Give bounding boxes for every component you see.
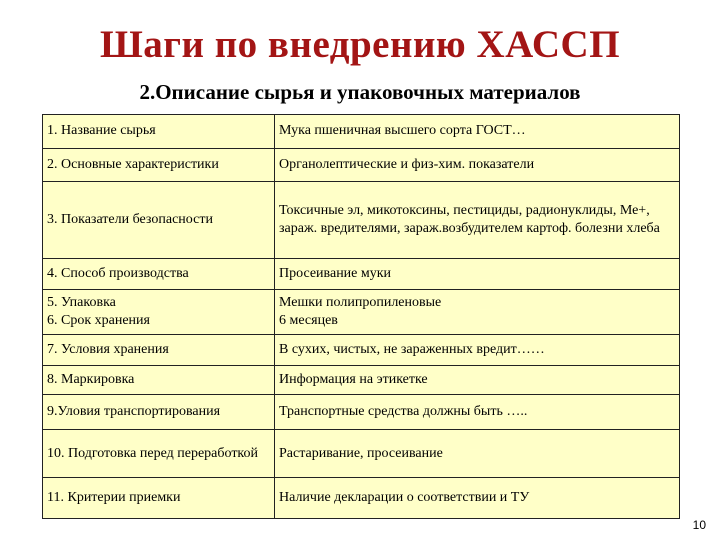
table-row	[43, 394, 680, 430]
table-row	[43, 478, 680, 519]
table-row	[43, 290, 680, 335]
table-row	[43, 430, 680, 478]
row-value: Информация на этикетке	[275, 366, 680, 394]
raw-material-table	[42, 114, 680, 519]
row-label: 10. Подготовка перед переработкой	[43, 430, 275, 478]
table-row	[43, 366, 680, 394]
row-label: 7. Условия хранения	[43, 334, 275, 366]
row-label: 2. Основные характеристики	[43, 148, 275, 182]
row-value: Органолептические и физ-хим. показатели	[275, 148, 680, 182]
slide-subtitle: 2.Описание сырья и упаковочных материалов	[139, 80, 581, 104]
row-label: 6. Срок хранения	[47, 312, 150, 328]
row-value: Просеивание муки	[275, 259, 680, 290]
row-value: Мешки полипропиленовые	[279, 294, 442, 310]
row-label: 9.Уловия транспортирования	[43, 394, 275, 430]
row-value: В сухих, чистых, не зараженных вредит……	[275, 334, 680, 366]
row-value: Растаривание, просеивание	[275, 430, 680, 478]
row-label: 8. Маркировка	[43, 366, 275, 394]
row-value: 6 месяцев	[279, 312, 338, 328]
table-row	[43, 334, 680, 366]
row-label: 4. Способ производства	[43, 259, 275, 290]
row-label: 3. Показатели безопасности	[43, 182, 275, 259]
row-label: 5. Упаковка	[47, 294, 116, 310]
row-value: Наличие декларации о соответствии и ТУ	[275, 478, 680, 519]
row-label-pair	[43, 290, 275, 335]
row-label: 1. Название сырья	[43, 115, 275, 149]
row-label: 11. Критерии приемки	[43, 478, 275, 519]
slide-title: Шаги по внедрению ХАССП	[99, 23, 621, 66]
row-value: Транспортные средства должны быть …..	[275, 394, 680, 430]
table-row	[43, 148, 680, 182]
row-value: Мука пшеничная высшего сорта ГОСТ…	[275, 115, 680, 149]
table-row	[43, 115, 680, 149]
table-row	[43, 182, 680, 259]
page-number: 10	[692, 518, 706, 532]
table-row	[43, 259, 680, 290]
row-value-pair	[275, 290, 680, 335]
row-value: Токсичные эл, микотоксины, пестициды, радионуклиды, Ме+, зараж. вредителями, зараж.возбудителем картоф. болезни хлеба	[275, 182, 680, 259]
